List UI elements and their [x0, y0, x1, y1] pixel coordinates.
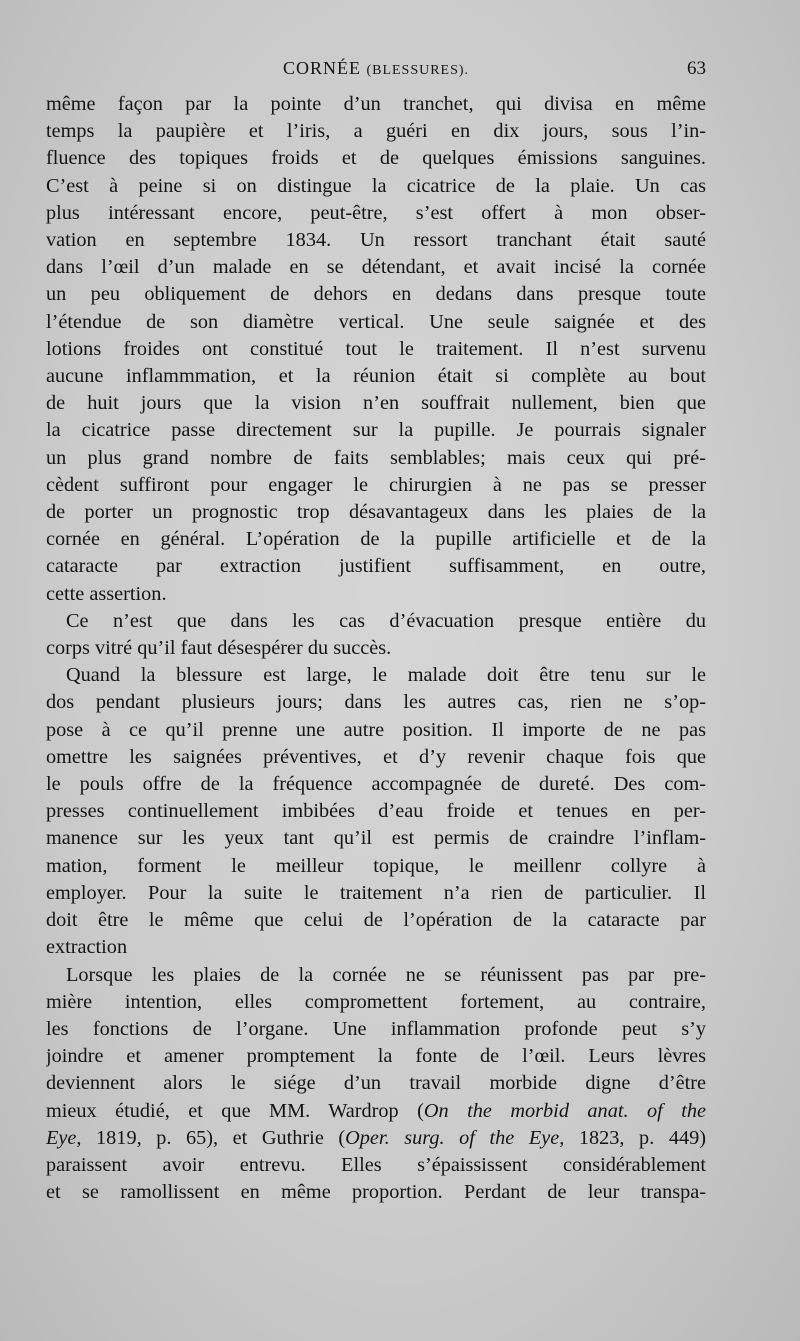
text-span: mieux étudié, et que MM. Wardrop (: [46, 1099, 424, 1122]
body-text: [46, 91, 706, 1206]
text-line: fluence des topiques froids et de quelques émissions sanguines.: [46, 147, 706, 170]
text-line: C’est à peine si on distingue la cicatrice de la plaie. Un cas: [46, 174, 706, 197]
page-number: 63: [687, 58, 706, 79]
text-line: employer. Pour la suite le traitement n’a rien de particulier. Il: [46, 881, 706, 904]
text-line: de huit jours que la vision n’en souffrait nullement, bien que: [46, 392, 706, 415]
text-line: pose à ce qu’il prenne une autre position. Il importe de ne pas: [46, 718, 706, 741]
running-title: [46, 58, 706, 79]
text-line: cèdent suffiront pour engager le chirurgien à ne pas se presser: [46, 473, 706, 496]
citation-italic: Eye,: [46, 1126, 82, 1149]
text-line: presses continuellement imbibées d’eau froide et tenues en per-: [46, 800, 706, 823]
text-line: Quand la blessure est large, le malade doit être tenu sur le: [66, 664, 706, 687]
text-line: Ce n’est que dans les cas d’évacuation presque entière du: [66, 609, 706, 632]
text-line: plus intéressant encore, peut-être, s’est offert à mon obser-: [46, 201, 706, 224]
text-line: corps vitré qu’il faut désespérer du succès.: [46, 637, 392, 660]
paragraph-3: [46, 662, 706, 961]
text-line: de porter un prognostic trop désavantageux dans les plaies de la: [46, 501, 706, 524]
text-line-with-italic: [46, 1098, 706, 1125]
text-line: le pouls offre de la fréquence accompagnée de dureté. Des com-: [46, 773, 706, 796]
text-line: cette assertion.: [46, 582, 167, 605]
text-line: même façon par la pointe d’un tranchet, qui divisa en même: [46, 93, 706, 115]
text-line: lotions froides ont constitué tout le traitement. Il n’est survenu: [46, 337, 706, 360]
text-line: extraction: [46, 936, 128, 959]
text-line: un peu obliquement de dehors en dedans dans presque toute: [46, 283, 706, 306]
text-line: cornée en général. L’opération de la pupille artificielle et de la: [46, 528, 706, 551]
text-span: 1823, p. 449): [564, 1126, 706, 1149]
running-title-sub: (BLESSURES).: [366, 63, 470, 78]
text-span: 1819, p. 65), et Guthrie (: [81, 1126, 346, 1149]
paragraph-2: [46, 608, 706, 662]
citation-italic: Oper. surg. of the Eye,: [345, 1126, 565, 1149]
text-line: dans l’œil d’un malade en se détendant, et avait incisé la cornée: [46, 256, 706, 279]
text-line: omettre les saignées préventives, et d’y revenir chaque fois que: [46, 745, 706, 768]
text-line: un plus grand nombre de faits semblables; mais ceux qui pré-: [46, 446, 706, 469]
text-line: joindre et amener promptement la fonte de l’œil. Leurs lèvres: [46, 1045, 706, 1068]
text-line: les fonctions de l’organe. Une inflammation profonde peut s’y: [46, 1017, 706, 1040]
text-line: mière intention, elles compromettent fortement, au contraire,: [46, 990, 706, 1013]
text-line: et se ramollissent en même proportion. Perdant de leur transpa-: [46, 1181, 706, 1204]
text-line: Lorsque les plaies de la cornée ne se réunissent pas par pre-: [66, 963, 706, 986]
text-line: temps la paupière et l’iris, a guéri en dix jours, sous l’in-: [46, 120, 706, 143]
text-line: vation en septembre 1834. Un ressort tranchant était sauté: [46, 229, 706, 252]
text-line: paraissent avoir entrevu. Elles s’épaississent considérablement: [46, 1153, 706, 1176]
page-header: [46, 58, 706, 84]
paragraph-4: [46, 962, 706, 1207]
paragraph-1: [46, 91, 706, 608]
text-line: l’étendue de son diamètre vertical. Une seule saignée et des: [46, 310, 706, 333]
citation-italic: On the morbid anat. of the: [423, 1099, 706, 1122]
running-title-main: CORNÉE: [282, 58, 361, 78]
text-line: deviennent alors le siége d’un travail morbide digne d’être: [46, 1072, 706, 1095]
text-line: doit être le même que celui de l’opération de la cataracte par: [46, 909, 706, 932]
text-line: mation, forment le meilleur topique, le meillenr collyre à: [46, 854, 706, 877]
text-line: dos pendant plusieurs jours; dans les autres cas, rien ne s’op-: [46, 691, 706, 714]
text-line: aucune inflammmation, et la réunion était si complète au bout: [46, 365, 706, 388]
text-line: cataracte par extraction justifient suffisamment, en outre,: [46, 555, 706, 578]
text-line-with-italic: [46, 1125, 706, 1152]
text-line: la cicatrice passe directement sur la pupille. Je pourrais signaler: [46, 419, 706, 442]
text-line: manence sur les yeux tant qu’il est permis de craindre l’inflam-: [46, 827, 706, 850]
